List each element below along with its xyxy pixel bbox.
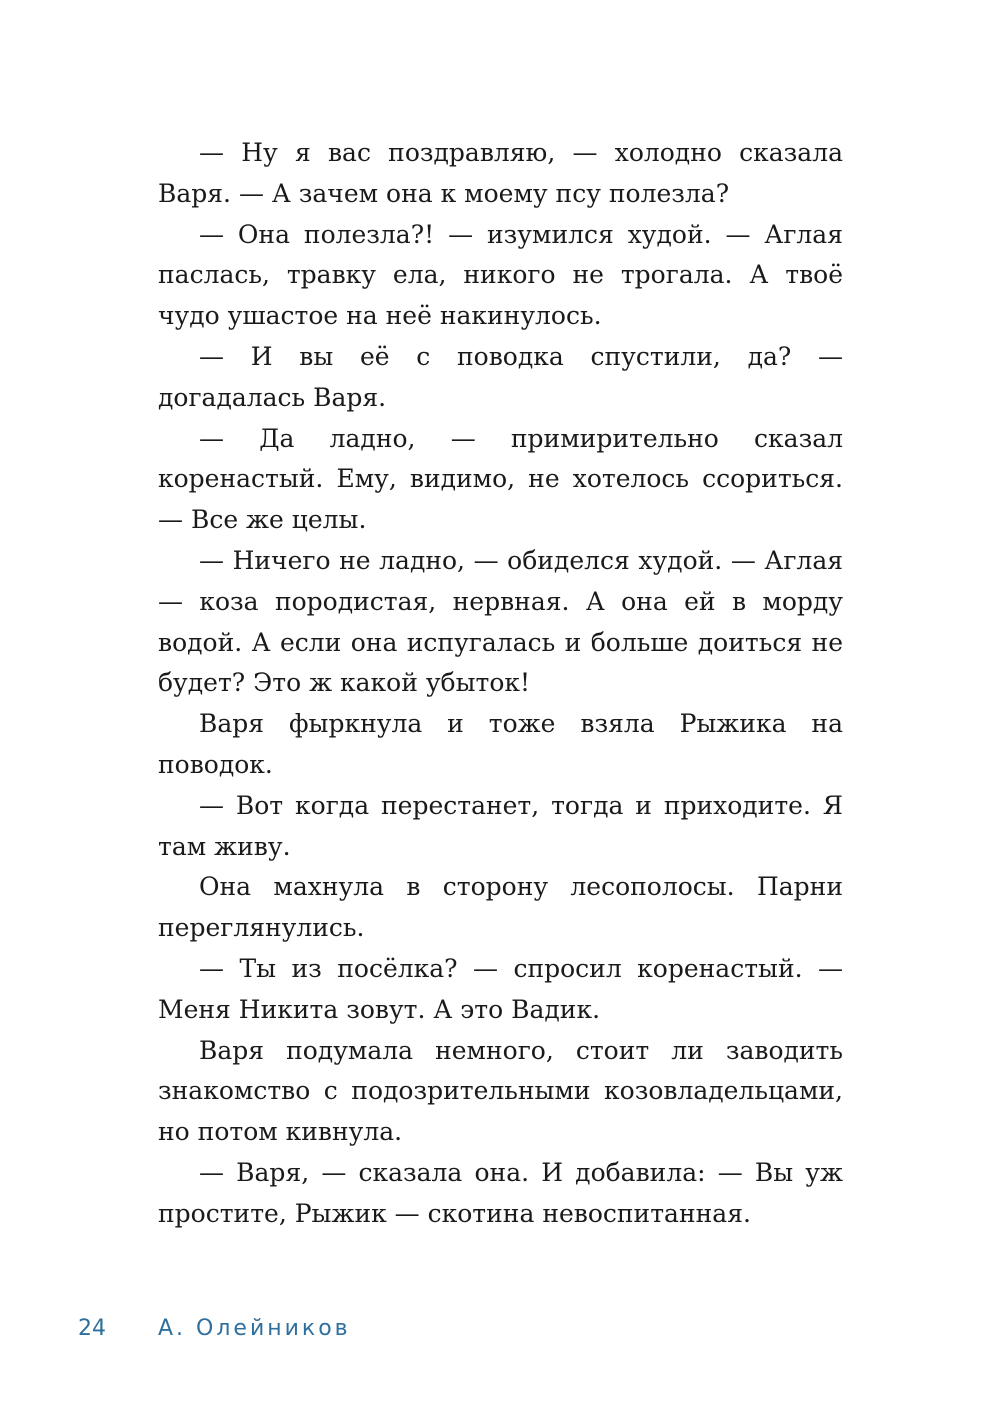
paragraph-10: Варя подумала немного, стоит ли заводить знакомство с подозрительными козовладельцами, но потом кивнула. <box>158 1035 843 1147</box>
paragraph-7: — Вот когда перестанет, тогда и приходите. Я там живу. <box>158 790 843 861</box>
page-number: 24 <box>78 1316 106 1341</box>
paragraph-3: — И вы её с поводка спустили, да? — догадалась Варя. <box>158 341 843 412</box>
author-name: А. Олейников <box>158 1316 351 1341</box>
paragraph-2: — Она полезла?! — изумился худой. — Аглая паслась, травку ела, никого не трогала. А твоё чудо ушастое на неё накинулось. <box>158 219 843 331</box>
body-text <box>158 133 843 1235</box>
paragraph-4: — Да ладно, — примирительно сказал коренастый. Ему, видимо, не хотелось ссориться. — Все же целы. <box>158 423 843 535</box>
page-footer <box>78 1313 778 1345</box>
paragraph-6: Варя фыркнула и тоже взяла Рыжика на поводок. <box>158 709 843 779</box>
paragraph-1: — Ну я вас поздравляю, — холодно сказала Варя. — А зачем она к моему псу полезла? <box>158 138 843 208</box>
paragraph-9: — Ты из посёлка? — спросил коренастый. — Меня Никита зовут. А это Вадик. <box>158 953 843 1024</box>
paragraph-8: Она махнула в сторону лесополосы. Парни переглянулись. <box>158 872 843 943</box>
paragraph-11: — Варя, — сказала она. И добавила: — Вы уж простите, Рыжик — скотина невоспитанная. <box>158 1157 843 1228</box>
paragraph-5: — Ничего не ладно, — обиделся худой. — Аглая — коза породистая, нервная. А она ей в морду водой. А если она испугалась и больше доиться не будет? Это ж какой убыток! <box>158 545 843 698</box>
